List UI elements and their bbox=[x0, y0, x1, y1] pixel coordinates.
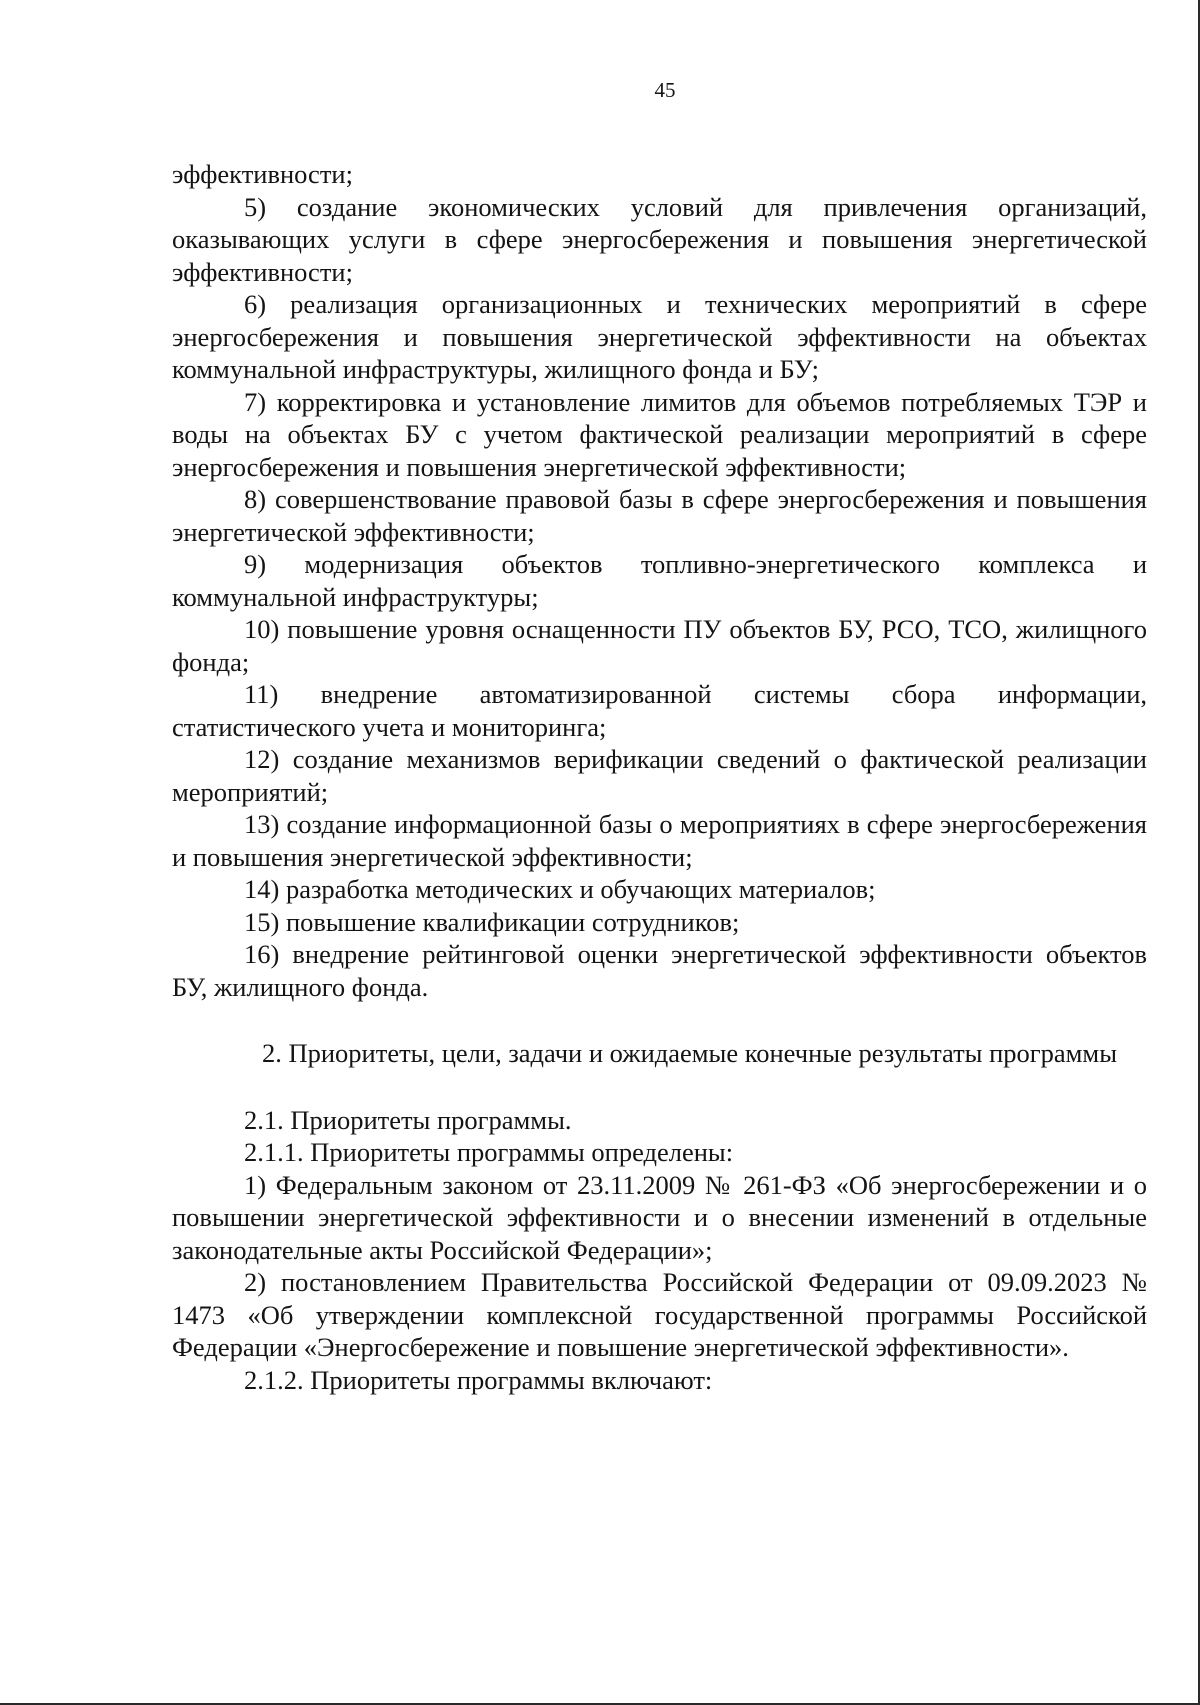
section-paragraph: 2) постановлением Правительства Российской Федерации от 09.09.2023 № 1473 «Об утверждении комплексной государственной программы Российской Федерации «Энергосбережение и повышение энергетической эффективности». bbox=[172, 1267, 1147, 1362]
list-item: 13) создание информационной базы о мероприятиях в сфере энергосбережения и повышения энергетической эффективности; bbox=[172, 809, 1147, 872]
list-item: 11) внедрение автоматизированной системы сбора информации, статистического учета и мониторинга; bbox=[172, 679, 1147, 742]
list-item: 9) модернизация объектов топливно-энергетического комплекса и коммунальной инфраструктуры; bbox=[172, 549, 1147, 612]
list-item: 16) внедрение рейтинговой оценки энергетической эффективности объектов БУ, жилищного фонда. bbox=[172, 939, 1147, 1002]
section-paragraph: 2.1.2. Приоритеты программы включают: bbox=[244, 1364, 713, 1395]
list-item: 8) совершенствование правовой базы в сфере энергосбережения и повышения энергетической эффективности; bbox=[172, 484, 1147, 547]
document-body bbox=[172, 158, 1147, 1396]
list-item: 15) повышение квалификации сотрудников; bbox=[244, 906, 740, 937]
list-item: 12) создание механизмов верификации сведений о фактической реализации мероприятий; bbox=[172, 744, 1147, 807]
section-heading: 2. Приоритеты, цели, задачи и ожидаемые конечные результаты программы bbox=[261, 1038, 1118, 1068]
list-item: 10) повышение уровня оснащенности ПУ объектов БУ, РСО, ТСО, жилищного фонда; bbox=[172, 614, 1147, 677]
list-item: 6) реализация организационных и технических мероприятий в сфере энергосбережения и повышения энергетической эффективности на объектах коммунальной инфраструктуры, жилищного фонда и БУ; bbox=[172, 289, 1147, 384]
list-item: 14) разработка методических и обучающих материалов; bbox=[244, 874, 876, 904]
section-paragraph: 2.1. Приоритеты программы. bbox=[244, 1104, 572, 1135]
list-item-continuation: эффективности; bbox=[172, 159, 353, 189]
list-item: 5) создание экономических условий для привлечения организаций, оказывающих услуги в сфере энергосбережения и повышения энергетической эффективности; bbox=[172, 191, 1147, 287]
section-paragraph: 1) Федеральным законом от 23.11.2009 № 261-ФЗ «Об энергосбережении и о повышении энергетической эффективности и о внесении изменений в отдельные законодательные акты Российской Федерации»; bbox=[172, 1169, 1147, 1265]
section-paragraph: 2.1.1. Приоритеты программы определены: bbox=[244, 1137, 734, 1167]
list-item: 7) корректировка и установление лимитов для объемов потребляемых ТЭР и воды на объектах БУ с учетом фактической реализации мероприятий в сфере энергосбережения и повышения энергетической эффективности; bbox=[172, 386, 1147, 482]
page-number: 45 bbox=[654, 78, 676, 102]
